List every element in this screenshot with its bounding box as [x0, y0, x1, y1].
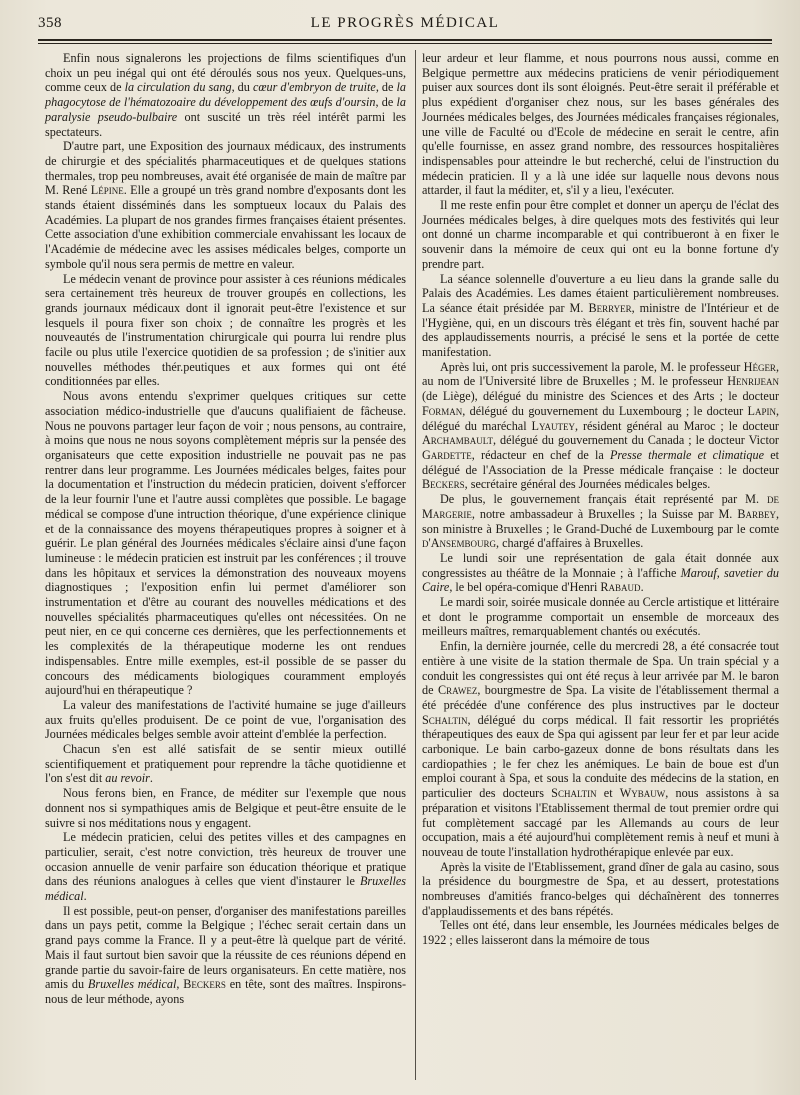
small-caps-name: Rabaud: [600, 580, 641, 595]
paragraph: [45, 272, 406, 390]
text-run: , nous assistons à sa préparation et visitons l'Etablissement thermal de tout premier ordre qui fut complètement saccagé par les Allemands au cours de leur occupation, mais a été aujourd'hui complètement remis à neuf et muni à nouveau de toute l'installation hydrothérapique enlevée par eux.: [422, 786, 779, 859]
right-column: [422, 51, 779, 948]
paragraph: [45, 698, 406, 742]
paragraph: [45, 904, 406, 1007]
text-run: Nous avons entendu s'exprimer quelques critiques sur cette association médico-industrielle que d'aucuns qualifiaient de fâcheuse. Nous ne pouvons partager leur façon de voir ; nous pensons, au contraire, à moins que nous ne nous soyons complètement mépris sur la pensée des organisateurs que cette exposition industrielle ne pouvait pas ne pas rentrer dans leur programme. Les Journées médicales belges, faites pour la documentation et l'instruction du médecin praticien, doivent s'efforcer de la leur fournir l'une et l'autre aussi complètes que possible. Le bagage médical se compose d'une intruction théorique, d'une expérience clinique et de la connaissance des moyens thérapeutiques propres à soigner et à guérir. Le plan général des Journées médicales s'éclaire ainsi d'une façon lumineuse : le médecin praticien est instruit par les conférences ; il trouve dans les hôpitaux et services la démonstration des nouveaux moyens diagnostiques ; l'exposition enfin lui permet d'améliorer son instrumentation et d'être au courant des nouvelles médications et des nouvelles spécialités pharmaceutiques qu'elles ont nécessitées. On ne peut nier, en ce qui concerne ces dernières, que les perfectionnements et les complexités de la thérapeutique moderne les ont rendues indispensables. Entre mille exemples, est-il possible de se passer du concours des médicaments biologiques couramment employés aujourd'hui en thérapeutique ?: [45, 389, 406, 698]
text-run: .: [149, 771, 153, 786]
text-run: , délégué du gouvernement du Canada ; le docteur Victor: [492, 433, 779, 448]
small-caps-name: de Margerie: [422, 492, 779, 521]
text-run: Chacun s'en est allé satisfait de se sentir mieux outillé scientifiquement et pratiquement pour reprendre la tâche quotidienne et l'on s'est dit: [45, 742, 406, 786]
paragraph: [422, 492, 779, 551]
text-run: Enfin nous signalerons les projections de films scientifiques d'un choix un peu inégal qui ont été déroulés sous nos yeux. Quelques-uns, comme ceux de: [45, 51, 406, 95]
small-caps-name: Henrijean: [727, 374, 779, 389]
text-run: .: [83, 889, 87, 904]
text-run: Le lundi soir une représentation de gala était donnée aux congressistes au théâtre de la Monnaie ; à l'affiche: [422, 550, 779, 580]
small-caps-name: Héger: [743, 359, 776, 374]
small-caps-name: Lapin: [747, 403, 776, 418]
text-run: Nous ferons bien, en France, de méditer sur l'exemple que nous donnent nos si sympathiques amis de Belgique et peut-être ensuite de le suivre si nos méditations nous y engagent.: [45, 786, 406, 830]
text-run: Après la visite de l'Etablissement, grand dîner de gala au casino, sous la présidence du bourgmestre de Spa, et au dessert, protestations nombreuses d'amitiés franco-belges qui déchaînèrent des tonnerres d'applaudissements et des bans répétés.: [422, 859, 779, 918]
page-header: [38, 12, 772, 38]
italic-text: Bruxelles médical: [45, 874, 406, 904]
text-run: Il me reste enfin pour être complet et donner un aperçu de l'éclat des Journées médicales belges, à dire quelques mots des festivités qui leur ont donné un charme incomparable et qui contribueront à en fixer le souvenir dans la mémoire de ceux qui ont eu la bonne fortune d'y prendre part.: [422, 198, 779, 271]
small-caps-name: Forman: [422, 403, 463, 418]
text-run: Il est possible, peut-on penser, d'organiser des manifestations pareilles dans un pays petit, comme la Belgique ; l'échec serait certain dans un grand pays comme la France. Il y a peut-être là quelque part de vérité. Mais il faut surtout bien savoir que la réussite de ces réunions dépend en grande partie du savoir-faire de leurs organisateurs. En cette matière, nos amis du: [45, 903, 406, 992]
small-caps-name: Lépine: [90, 183, 124, 198]
small-caps-name: Archambault: [422, 433, 493, 448]
column-divider: [415, 50, 416, 1080]
small-caps-name: Beckers: [422, 477, 465, 492]
text-run: (de Liège), délégué du ministre des Sciences et des Arts ; le docteur: [422, 389, 779, 404]
small-caps-name: Berryer: [588, 300, 632, 315]
text-run: De plus, le gouvernement français était représenté par M.: [440, 492, 767, 507]
italic-text: Marouf, savetier du Caire: [422, 565, 779, 595]
paragraph: [422, 595, 779, 639]
paragraph: [45, 742, 406, 786]
italic-text: la paralysie pseudo-bulbaire: [45, 95, 406, 124]
paragraph: [422, 51, 779, 198]
text-run: , de: [375, 95, 397, 110]
small-caps-name: Wybauw: [619, 786, 666, 801]
text-run: , délégué du corps médical. Il fait ressortir les propriétés thérapeutiques des eaux de Spa qui agissent par leur fer et par leur acide carbonique. Le bain carbo-gazeux donne de bons résultats dans les cardiopathies ; le fer chez les anémiques. Le bain de boue est d'un emploi courant à Spa, et sous la conduite des médecins de la station, en particulier des docteurs: [422, 712, 779, 801]
text-run: , le bel opéra-comique d'Henri: [449, 580, 601, 595]
small-caps-name: Schaltin: [422, 712, 468, 727]
text-run: , au nom de l'Université libre de Bruxelles ; M. le professeur: [422, 359, 779, 389]
text-run: , secrétaire général des Journées médicales belges.: [464, 477, 711, 492]
small-caps-name: Gardette: [422, 447, 472, 462]
small-caps-name: Beckers: [183, 977, 226, 992]
paragraph: [422, 551, 779, 595]
paragraph: [45, 830, 406, 904]
text-run: La séance solennelle d'ouverture a eu lieu dans la grande salle du Palais des Académies. Les dames étaient particulièrement nombreuses. La séance était présidée par M.: [422, 271, 779, 315]
italic-text: la phagocytose de l'hématozoaire du développement des œufs d'oursin: [45, 80, 406, 110]
text-run: , délégué du maréchal: [422, 403, 779, 433]
text-run: , délégué du gouvernement du Luxembourg ; le docteur: [462, 403, 748, 418]
small-caps-name: d'Ansembourg: [422, 536, 497, 551]
italic-text: Presse thermale et climatique: [609, 447, 765, 462]
paragraph: [422, 360, 779, 492]
text-run: et délégué de l'Association de la Presse médicale française : le docteur: [422, 447, 780, 477]
text-run: , de: [375, 80, 397, 95]
text-run: .: [640, 580, 644, 595]
text-run: leur ardeur et leur flamme, et nous pourrons nous aussi, comme en Belgique permettre aux médecins praticiens de venir périodiquement puiser aux sources dont ils sont éloignés. Peut-être serait il préférable et plus expédient d'organiser chez nous, sur les bases générales des Journées médicales belges, des Journées médicales françaises régionales, une ville de Faculté ou d'Ecole de médecine en serait le centre, afin qu'elle fournisse, en assez grand nombre, des ressources hospitalières indispensables pour atteindre le but recherché, celui de l'instruction du médecin praticien. Il y a là une idée sur laquelle nous devons nous attarder, il faut la méditer, et, s'il y a lieu, l'exécuter.: [422, 51, 779, 198]
text-run: , résident général au Maroc ; le docteur: [574, 418, 779, 433]
text-run: , chargé d'affaires à Bruxelles.: [496, 536, 644, 551]
paragraph: [422, 639, 779, 860]
italic-text: au revoir: [105, 771, 150, 786]
running-title: LE PROGRÈS MÉDICAL: [310, 15, 500, 31]
page-number: 358: [38, 15, 62, 31]
paragraph: [422, 272, 779, 360]
paragraph: [422, 918, 779, 947]
text-run: , bourgmestre de Spa. La visite de l'établissement thermal a été précédée d'une conférence des plus instructives par le docteur: [422, 683, 780, 712]
left-column: [45, 51, 406, 1007]
text-run: ,: [176, 977, 184, 992]
italic-text: Bruxelles médical: [87, 977, 177, 992]
small-caps-name: Crawez: [437, 683, 478, 698]
small-caps-name: Barbey: [737, 506, 776, 521]
text-run: en tête, sont des maîtres. Inspirons-nous de leur méthode, ayons: [45, 977, 406, 1006]
text-run: Le médecin praticien, celui des petites villes et des campagnes en particulier, serait, c'est notre conviction, très heureux de trouver une occasion annuelle de venir parfaire son éducation théorique et pratique dans des réunions analogues à celles que vient d'instaurer le: [45, 830, 406, 889]
small-caps-name: Lyautey: [531, 418, 575, 433]
text-run: et: [596, 786, 620, 801]
header-rule-thick: [38, 39, 772, 41]
text-run: , notre ambassadeur à Bruxelles ; la Suisse par M.: [471, 506, 738, 521]
small-caps-name: Schaltin: [551, 786, 597, 801]
text-run: , rédacteur en chef de la: [471, 447, 610, 462]
paragraph: [422, 860, 779, 919]
paragraph: [45, 786, 406, 830]
italic-text: cœur d'embryon de truite: [252, 80, 376, 95]
italic-text: la circulation du sang: [124, 80, 232, 95]
text-run: Enfin, la dernière journée, celle du mercredi 28, a été consacrée tout entière à une visite de la station thermale de Spa. Un train spécial y a conduit les congressistes qui ont été reçus à leur arrivée par M. le baron de: [422, 639, 779, 698]
header-rule-thin: [38, 43, 772, 44]
paragraph: [45, 51, 406, 139]
text-run: , son ministre à Bruxelles ; le Grand-Duché de Luxembourg par le comte: [422, 506, 779, 536]
text-run: Le médecin venant de province pour assister à ces réunions médicales sera certainement très heureux de trouver groupés en collections, les grands journaux médicaux dont il ignorait peut-être l'existence et sur lesquels il poura fixer son choix ; de connaître les progrès et les nouveautés de l'instrumentation chirurgicale qui pourra lui rendre plus facile ou plus utile l'exercice quotidien de sa profession ; de s'initier aux nouvelles méthodes thér.peutiques et aux formes qui ont été conditionnées par elles.: [45, 271, 406, 389]
paragraph: [422, 198, 779, 272]
text-run: Le mardi soir, soirée musicale donnée au Cercle artistique et littéraire et dont le programme comportait un ensemble de morceaux des meilleurs maîtres, remarquablement chantés ou exécutés.: [422, 595, 779, 639]
text-run: . Elle a groupé un très grand nombre d'exposants dont les stands étaient disséminés dans les somptueux locaux du Palais des Académies. La plupart de nos grandes firmes françaises étaient présentes. Cette association d'une exhibition commerciale envahissant les locaux de l'Académie de médecine avec les assises médicales belges, comporte un symbole qu'il nous sera permis de mettre en valeur.: [45, 183, 407, 271]
text-run: La valeur des manifestations de l'activité humaine se juge d'ailleurs aux fruits qu'elles produisent. De ce point de vue, l'organisation des Journées médicales belges semble avoir atteint d'emblée la perfection.: [45, 697, 406, 742]
text-run: Telles ont été, dans leur ensemble, les Journées médicales belges de 1922 ; elles laisseront dans la mémoire de tous: [422, 918, 779, 948]
paragraph: [45, 139, 406, 271]
text-run: , ministre de l'Intérieur et de l'Hygiène, qui, en un discours très élégant et très fin, souvent haché par des applaudissements nourris, a précisé le sens et la portée de cette manifestation.: [422, 300, 779, 360]
text-run: D'autre part, une Exposition des journaux médicaux, des instruments de chirurgie et des spécialités pharmaceutiques et de quelques stations thermales, trop peu nombreuses, avait été organisée de main de maître par M. René: [45, 139, 406, 198]
text-run: , du: [231, 80, 253, 95]
text-run: Après lui, ont pris successivement la parole, M. le professeur: [440, 359, 744, 374]
paragraph: [45, 389, 406, 698]
text-run: ont suscité un très réel intérêt parmi les spectateurs.: [45, 109, 407, 139]
